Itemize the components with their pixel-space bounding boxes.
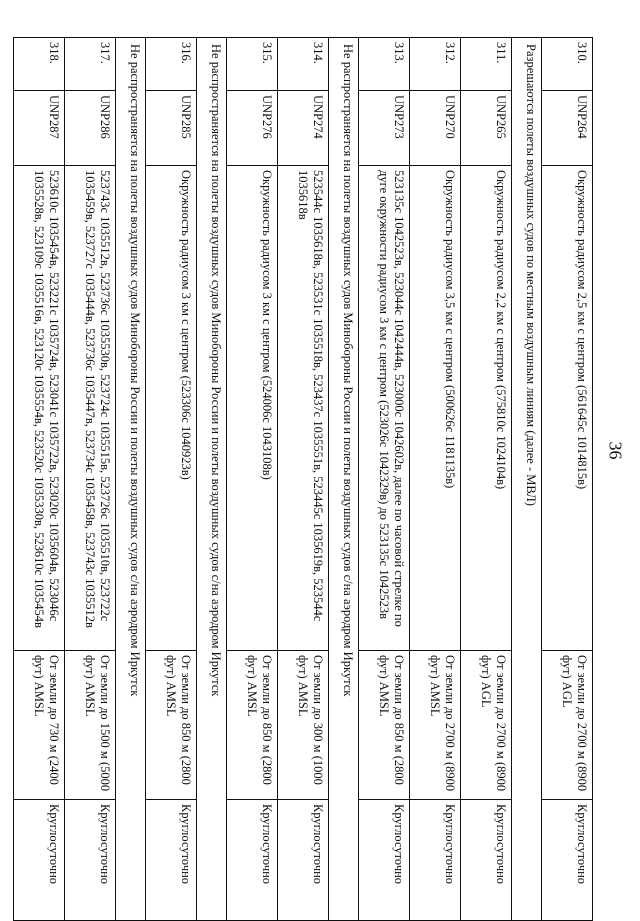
note-cell: Не распространяется на полеты воздушных судов Минобороны России и полеты воздушных судов с/на аэродром Иркутск (115, 38, 145, 921)
operating-time-cell: Круглосуточно (146, 800, 197, 921)
zone-code-cell: UNP287 (14, 91, 65, 166)
boundary-description-cell: 523544с 1035618в, 523531с 1035518в, 523437с 1035551в, 523445с 1035619в, 523544с 1035618в (278, 166, 329, 651)
altitude-limits-cell: От земли до 850 м (2800 фут) AMSL (359, 651, 410, 800)
zone-code-cell: UNP286 (65, 91, 116, 166)
zone-code-cell: UNP285 (146, 91, 197, 166)
operating-time-cell: Круглосуточно (278, 800, 329, 921)
table-row (542, 38, 593, 921)
operating-time-cell: Круглосуточно (359, 800, 410, 921)
row-number-cell: 313. (359, 38, 410, 91)
airspace-table (13, 37, 593, 921)
table-row (14, 38, 65, 921)
row-number-cell: 314. (278, 38, 329, 91)
row-number-cell: 317. (65, 38, 116, 91)
note-cell: Разрешаются полеты воздушных судов по местным воздушным линиям (далее - МВЛ) (511, 38, 541, 921)
boundary-description-cell: Окружность радиусом 3,5 км с центром (500626с 1181135в) (410, 166, 461, 651)
table-row (278, 38, 329, 921)
table-note-row (115, 38, 145, 921)
row-number-cell: 318. (14, 38, 65, 91)
table-note-row (511, 38, 541, 921)
operating-time-cell: Круглосуточно (542, 800, 593, 921)
table-row (65, 38, 116, 921)
table-row (461, 38, 512, 921)
altitude-limits-cell: От земли до 730 м (2400 фут) AMSL (14, 651, 65, 800)
altitude-limits-cell: От земли до 850 м (2800 фут) AMSL (146, 651, 197, 800)
boundary-description-cell: Окружность радиусом 2,5 км с центром (561645с 1014815в) (542, 166, 593, 651)
zone-code-cell: UNP273 (359, 91, 410, 166)
boundary-description-cell: 523610с 1035454в, 523221с 1035724в, 523041с 1035722в, 523020с 1035604в, 523046с 1035528в, 523109с 1035516в, 523120с 1035554в, 523520с 1035330в, 523610с 1035454в (14, 166, 65, 651)
boundary-description-cell: 523743с 1035512в, 523736с 1035530в, 523724с 1035515в, 523726с 1035510в, 523722с 1035459в, 523727с 1035444в, 523736с 1035447в, 523734с 1035458в, 523743с 1035512в (65, 166, 116, 651)
zone-code-cell: UNP270 (410, 91, 461, 166)
table-row (410, 38, 461, 921)
boundary-description-cell: Окружность радиусом 3 км с центром (524006с 1043108в) (227, 166, 278, 651)
altitude-limits-cell: От земли до 2700 м (8900 фут) AGL (461, 651, 512, 800)
row-number-cell: 310. (542, 38, 593, 91)
boundary-description-cell: 523135с 1042523в, 523044с 1042444в, 523000с 1042602в, далее по часовой стрелке по дуге окружности радиусом 3 км с центром (523026с 1042329в) до 523135с 1042523в (359, 166, 410, 651)
zone-code-cell: UNP274 (278, 91, 329, 166)
table-row (146, 38, 197, 921)
table-row (227, 38, 278, 921)
note-cell: Не распространяется на полеты воздушных судов Минобороны России и полеты воздушных судов с/на аэродром Иркутск (197, 38, 227, 921)
altitude-limits-cell: От земли до 850 м (2800 фут) AMSL (227, 651, 278, 800)
row-number-cell: 315. (227, 38, 278, 91)
boundary-description-cell: Окружность радиусом 3 км с центром (523306с 1040923в) (146, 166, 197, 651)
boundary-description-cell: Окружность радиусом 2,2 км с центром (575810с 1024104в) (461, 166, 512, 651)
operating-time-cell: Круглосуточно (461, 800, 512, 921)
altitude-limits-cell: От земли до 300 м (1000 фут) AMSL (278, 651, 329, 800)
note-cell: Не распространяется на полеты воздушных судов Минобороны России и полеты воздушных судов с/на аэродром Иркутск (329, 38, 359, 921)
operating-time-cell: Круглосуточно (65, 800, 116, 921)
operating-time-cell: Круглосуточно (410, 800, 461, 921)
zone-code-cell: UNP276 (227, 91, 278, 166)
table-note-row (197, 38, 227, 921)
row-number-cell: 312. (410, 38, 461, 91)
table-note-row (329, 38, 359, 921)
zone-code-cell: UNP264 (542, 91, 593, 166)
rotated-table-wrapper (13, 37, 593, 885)
altitude-limits-cell: От земли до 2700 м (8900 фут) AMSL (410, 651, 461, 800)
altitude-limits-cell: От земли до 2700 м (8900 фут) AGL (542, 651, 593, 800)
table-row (359, 38, 410, 921)
row-number-cell: 311. (461, 38, 512, 91)
page-number: 36 (605, 441, 626, 460)
operating-time-cell: Круглосуточно (14, 800, 65, 921)
row-number-cell: 316. (146, 38, 197, 91)
airspace-table-body (14, 38, 593, 921)
altitude-limits-cell: От земли до 1500 м (5000 фут) AMSL (65, 651, 116, 800)
operating-time-cell: Круглосуточно (227, 800, 278, 921)
zone-code-cell: UNP265 (461, 91, 512, 166)
